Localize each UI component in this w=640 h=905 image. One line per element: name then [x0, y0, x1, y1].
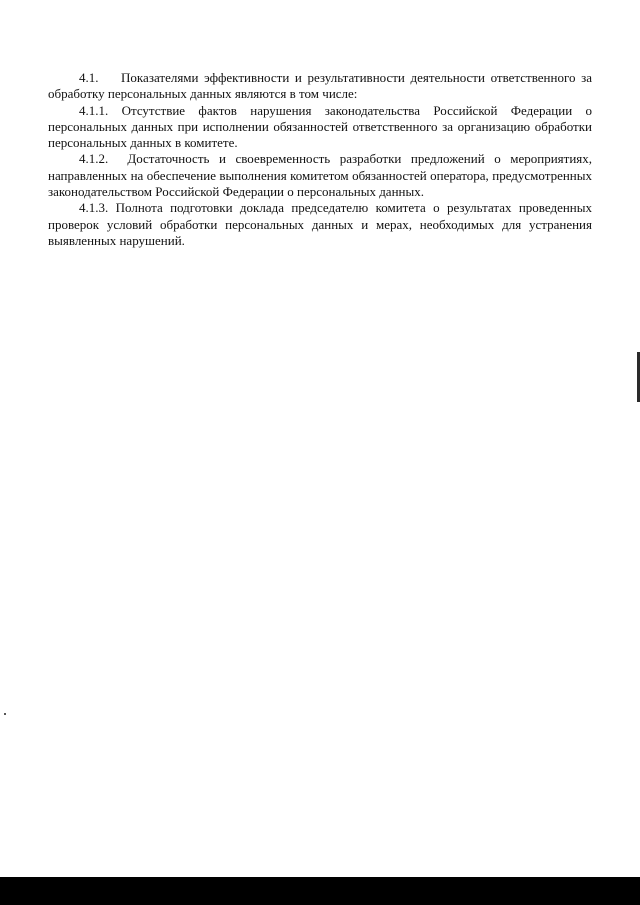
paragraph-number: 4.1.2.	[79, 151, 109, 167]
paragraph-4-1-3	[48, 200, 592, 249]
document-body	[48, 70, 592, 249]
paragraph-text: Показателями эффективности и результативности деятельности ответственного за обработку персональных данных являются в том числе:	[48, 70, 593, 102]
scan-bottom-border	[0, 877, 640, 905]
paragraph-number: 4.1.	[79, 70, 99, 85]
paragraph-4-1-1	[48, 103, 592, 152]
paragraph-4-1	[48, 70, 592, 103]
paragraph-number: 4.1.1.	[79, 102, 109, 118]
paragraph-number: 4.1.3.	[79, 200, 109, 216]
scan-speck	[4, 713, 6, 715]
paragraph-4-1-2	[48, 151, 592, 200]
paragraph-text: Полнота подготовки доклада председателю комитета о результатах проведенных проверок условий обработки персональных данных и мерах, необходимых для устранения выявленных нарушений.	[48, 200, 593, 248]
paragraph-text: Достаточность и своевременность разработки предложений о мероприятиях, направленных на обеспечение выполнения комитетом обязанностей оператора, предусмотренных законодательством Российской Федерации о персональных данных.	[48, 151, 593, 200]
paragraph-text: Отсутствие фактов нарушения законодательства Российской Федерации о персональных данных при исполнении обязанностей ответственного за организацию обработки персональных данных в комитете.	[48, 102, 593, 151]
